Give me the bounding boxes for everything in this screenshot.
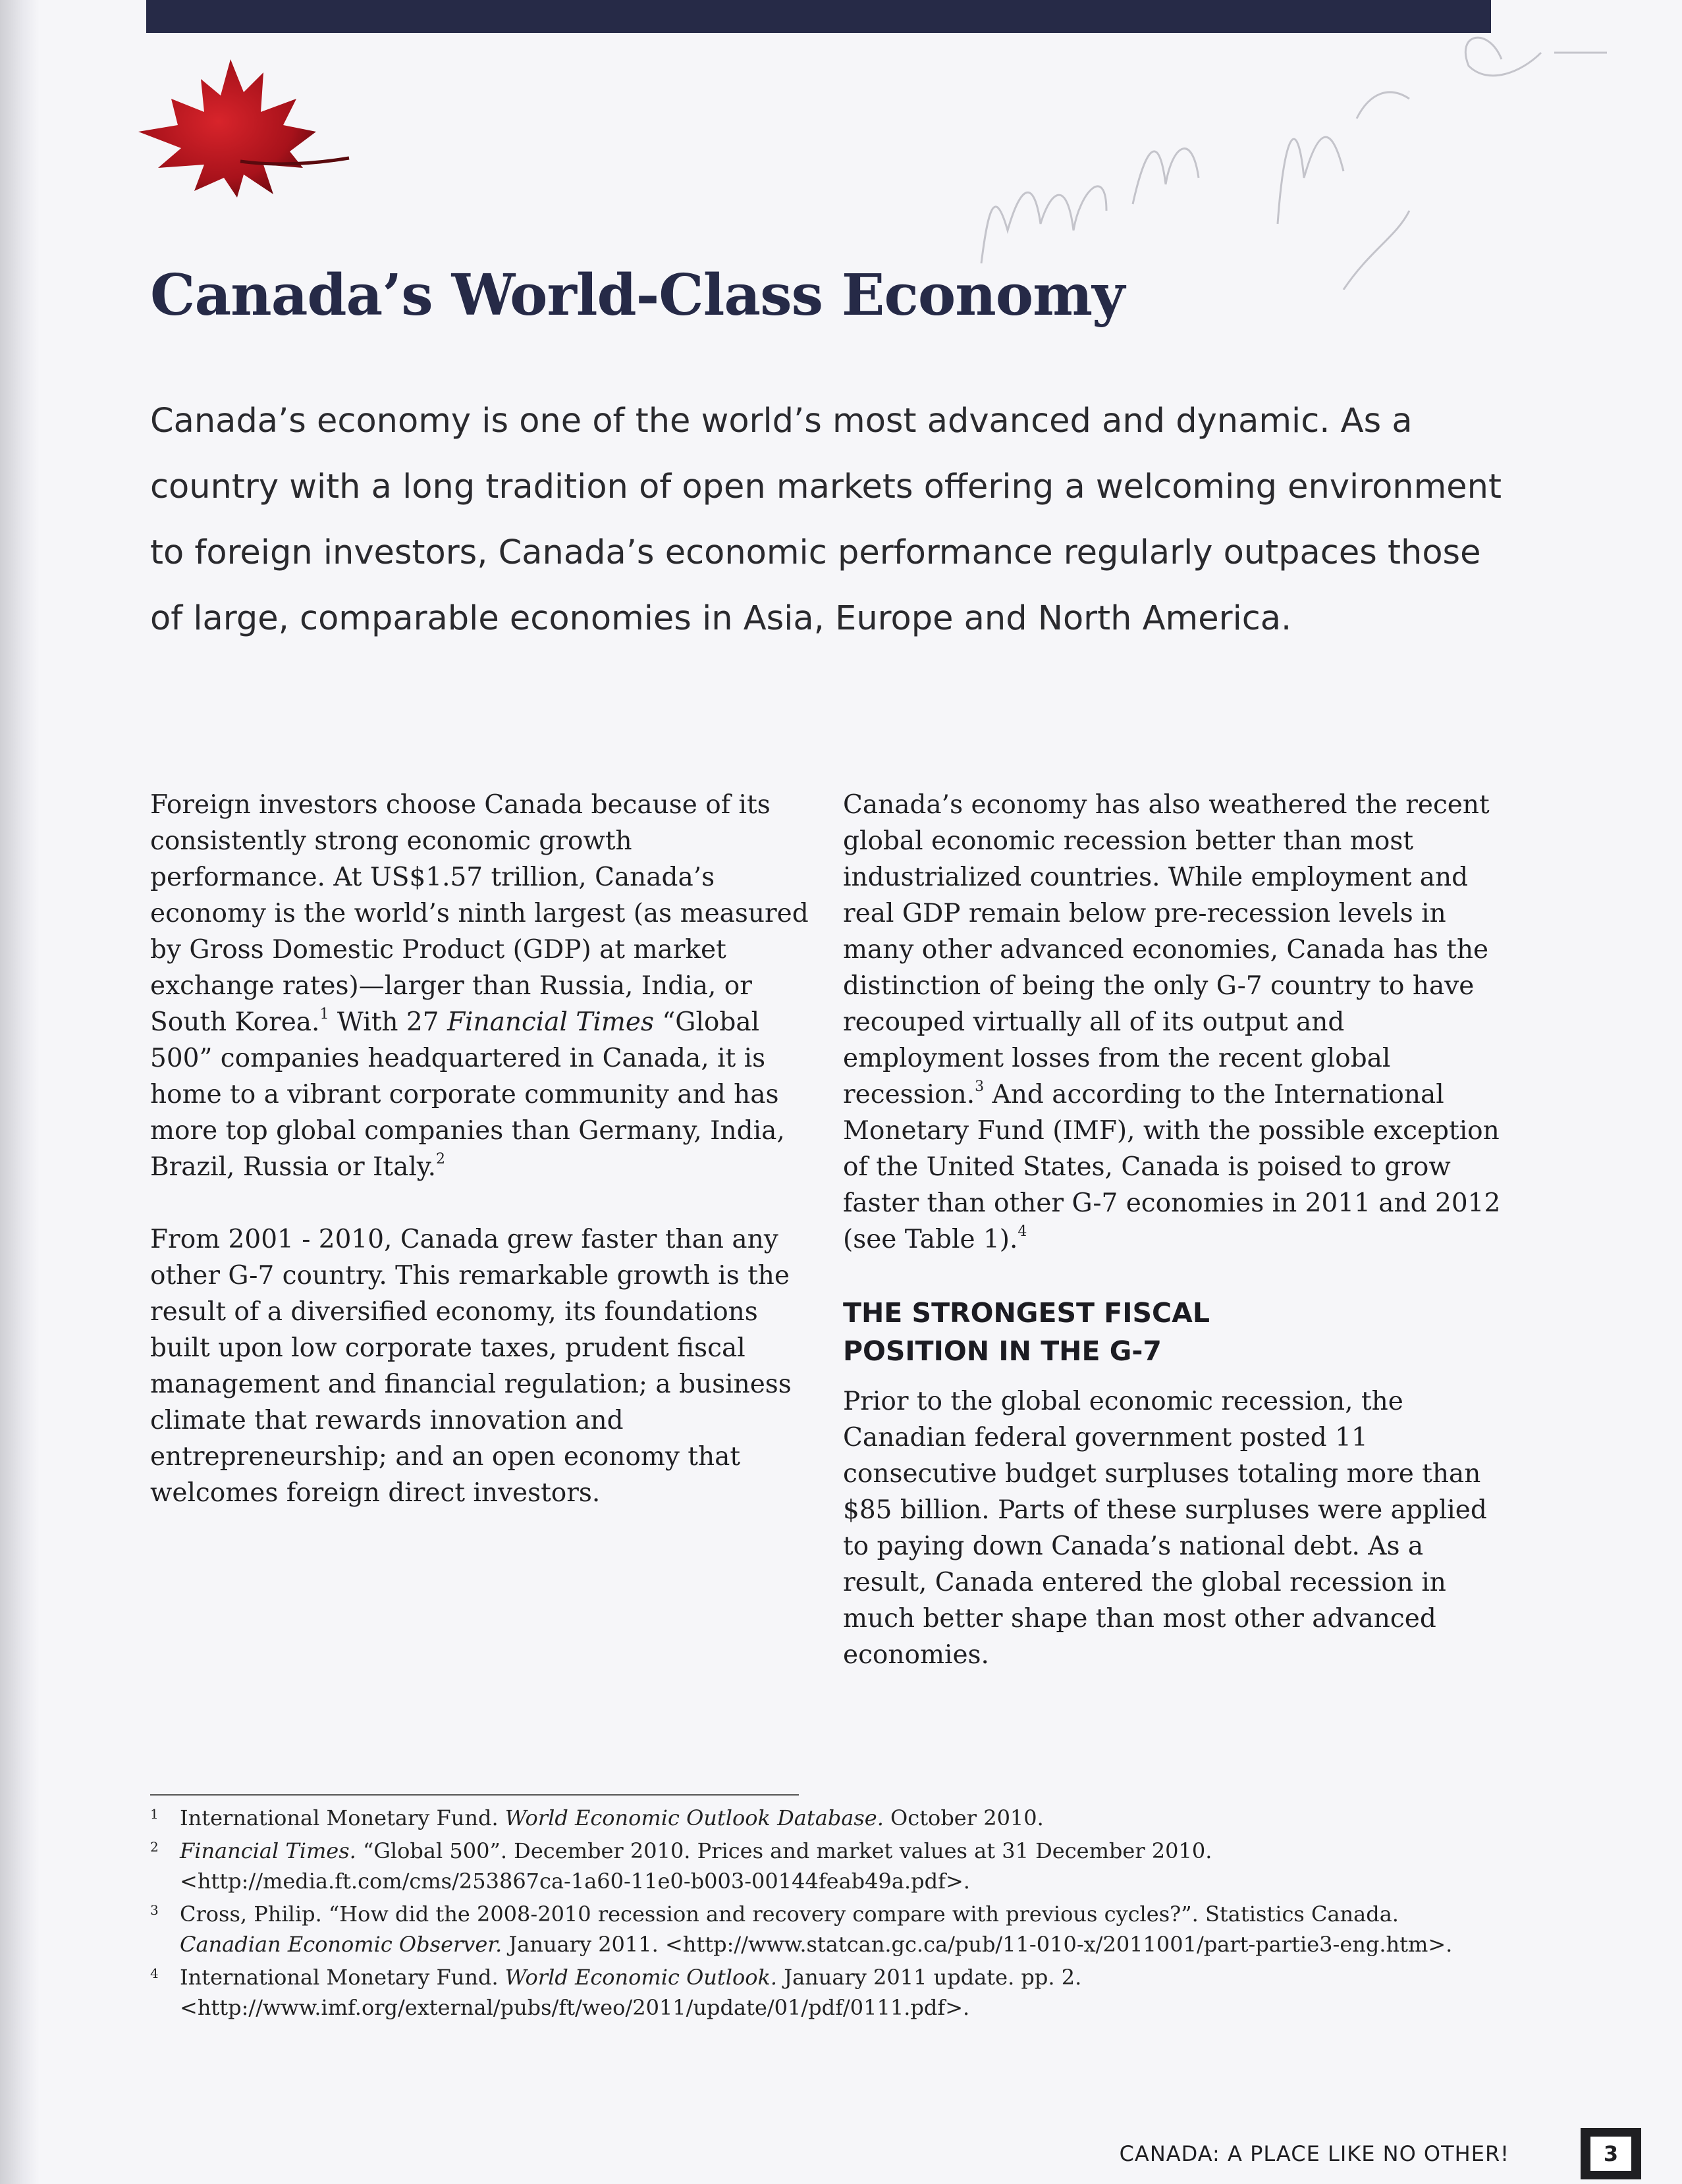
- footnote-text: International Monetary Fund.: [180, 1805, 505, 1830]
- footnote-ref-1: 1: [319, 1006, 329, 1023]
- page-title: Canada’s World-Class Economy: [150, 262, 1125, 329]
- left-paragraph-1: [150, 787, 809, 1185]
- page-number: 3: [1590, 2137, 1631, 2171]
- left-column: [150, 787, 809, 1547]
- footnote-ref-3: 3: [975, 1079, 985, 1095]
- footnote-3: [150, 1899, 1566, 1959]
- left-paragraph-2: From 2001 - 2010, Canada grew faster than any other G-7 country. This remarkable growth is the result of a diversified economy, its foundations built upon low corporate taxes, prudent fiscal management and financial regulation; a business climate that rewards innovation and entrepreneurship; and an open economy that welcomes foreign direct investors.: [150, 1225, 792, 1508]
- footnote-ref-4: 4: [1017, 1223, 1027, 1240]
- footnote-divider: [150, 1794, 799, 1796]
- handwritten-annotation: [909, 13, 1633, 290]
- footnote-italic: World Economic Outlook.: [504, 1965, 778, 1990]
- footnote-italic: World Economic Outlook Database.: [504, 1805, 884, 1830]
- footer-tagline: CANADA: A PLACE LIKE NO OTHER!: [1119, 2141, 1509, 2166]
- left-p1-text-b: With 27: [329, 1007, 447, 1037]
- footnote-4: [150, 1962, 1566, 2023]
- right-column: [843, 787, 1502, 1709]
- footnote-ref-2: 2: [436, 1151, 446, 1167]
- maple-leaf-icon: [132, 53, 356, 217]
- footnote-number: 4: [150, 1965, 159, 1981]
- intro-paragraph: Canada’s economy is one of the world’s most advanced and dynamic. As a country with a long tradition of open markets offering a welcoming environment to foreign investors, Canada’s economic performance regularly outpaces those of large, comparable economies in Asia, Europe and North America.: [150, 402, 1502, 638]
- right-paragraph-2: Prior to the global economic recession, the Canadian federal government posted 11 consecutive budget surpluses totaling more than $85 billion. Parts of these surpluses were applied to paying down Canada’s national debt. As a result, Canada entered the global recession in much better shape than most other advanced economies.: [843, 1387, 1487, 1670]
- footnote-text: October 2010.: [883, 1805, 1044, 1830]
- footnote-url: <http://media.ft.com/cms/253867ca-1a60-11e0-b003-00144feab49a.pdf>.: [180, 1869, 970, 1894]
- footnote-text: January 2011. <http://www.statcan.gc.ca/pub/11-010-x/2011001/part-partie3-eng.htm>.: [502, 1932, 1453, 1957]
- page-number-box: [1581, 2128, 1641, 2179]
- footnotes: [150, 1803, 1566, 2025]
- footnote-italic: Canadian Economic Observer.: [180, 1932, 502, 1957]
- page-edge-shadow: [0, 0, 40, 2184]
- footnote-number: 1: [150, 1806, 159, 1822]
- footnote-1: [150, 1803, 1566, 1833]
- left-p1-italic: Financial Times: [447, 1007, 654, 1037]
- footnote-text: “Global 500”. December 2010. Prices and market values at 31 December 2010.: [356, 1838, 1212, 1863]
- footnote-text: January 2011 update. pp. 2.: [777, 1965, 1082, 1990]
- footnote-text: Cross, Philip. “How did the 2008-2010 recession and recovery compare with previous cycles?”. Statistics Canada.: [180, 1902, 1399, 1927]
- left-p1-text-c: “Global 500” companies headquartered in Canada, it is home to a vibrant corporate community and has more top global companies than Germany, India, Brazil, Russia or Italy.: [150, 1007, 785, 1182]
- section-heading: THE STRONGEST FISCAL POSITION IN THE G-7: [843, 1297, 1210, 1367]
- right-p1-text-b: And according to the International Monetary Fund (IMF), with the possible exception of the United States, Canada is poised to grow faster than other G-7 economies in 2011 and 2012 (see Table 1).: [843, 1080, 1501, 1254]
- right-p1-text-a: Canada’s economy has also weathered the recent global economic recession better than most industrialized countries. While employment and real GDP remain below pre-recession levels in many other advanced economies, Canada has the distinction of being the only G-7 country to have recouped virtually all of its output and employment losses from the recent global recession.: [843, 790, 1490, 1109]
- footnote-2: [150, 1836, 1566, 1896]
- left-p1-text-a: Foreign investors choose Canada because of its consistently strong economic growth performance. At US$1.57 trillion, Canada’s economy is the world’s ninth largest (as measured by Gross Domestic Product (GDP) at market exchange rates)—larger than Russia, India, or South Korea.: [150, 790, 809, 1037]
- footnote-text: International Monetary Fund.: [180, 1965, 505, 1990]
- footnote-url: <http://www.imf.org/external/pubs/ft/weo/2011/update/01/pdf/0111.pdf>.: [180, 1995, 970, 2020]
- footnote-number: 2: [150, 1839, 159, 1855]
- footnote-number: 3: [150, 1902, 159, 1918]
- right-paragraph-1: [843, 787, 1502, 1258]
- footnote-italic: Financial Times.: [180, 1838, 356, 1863]
